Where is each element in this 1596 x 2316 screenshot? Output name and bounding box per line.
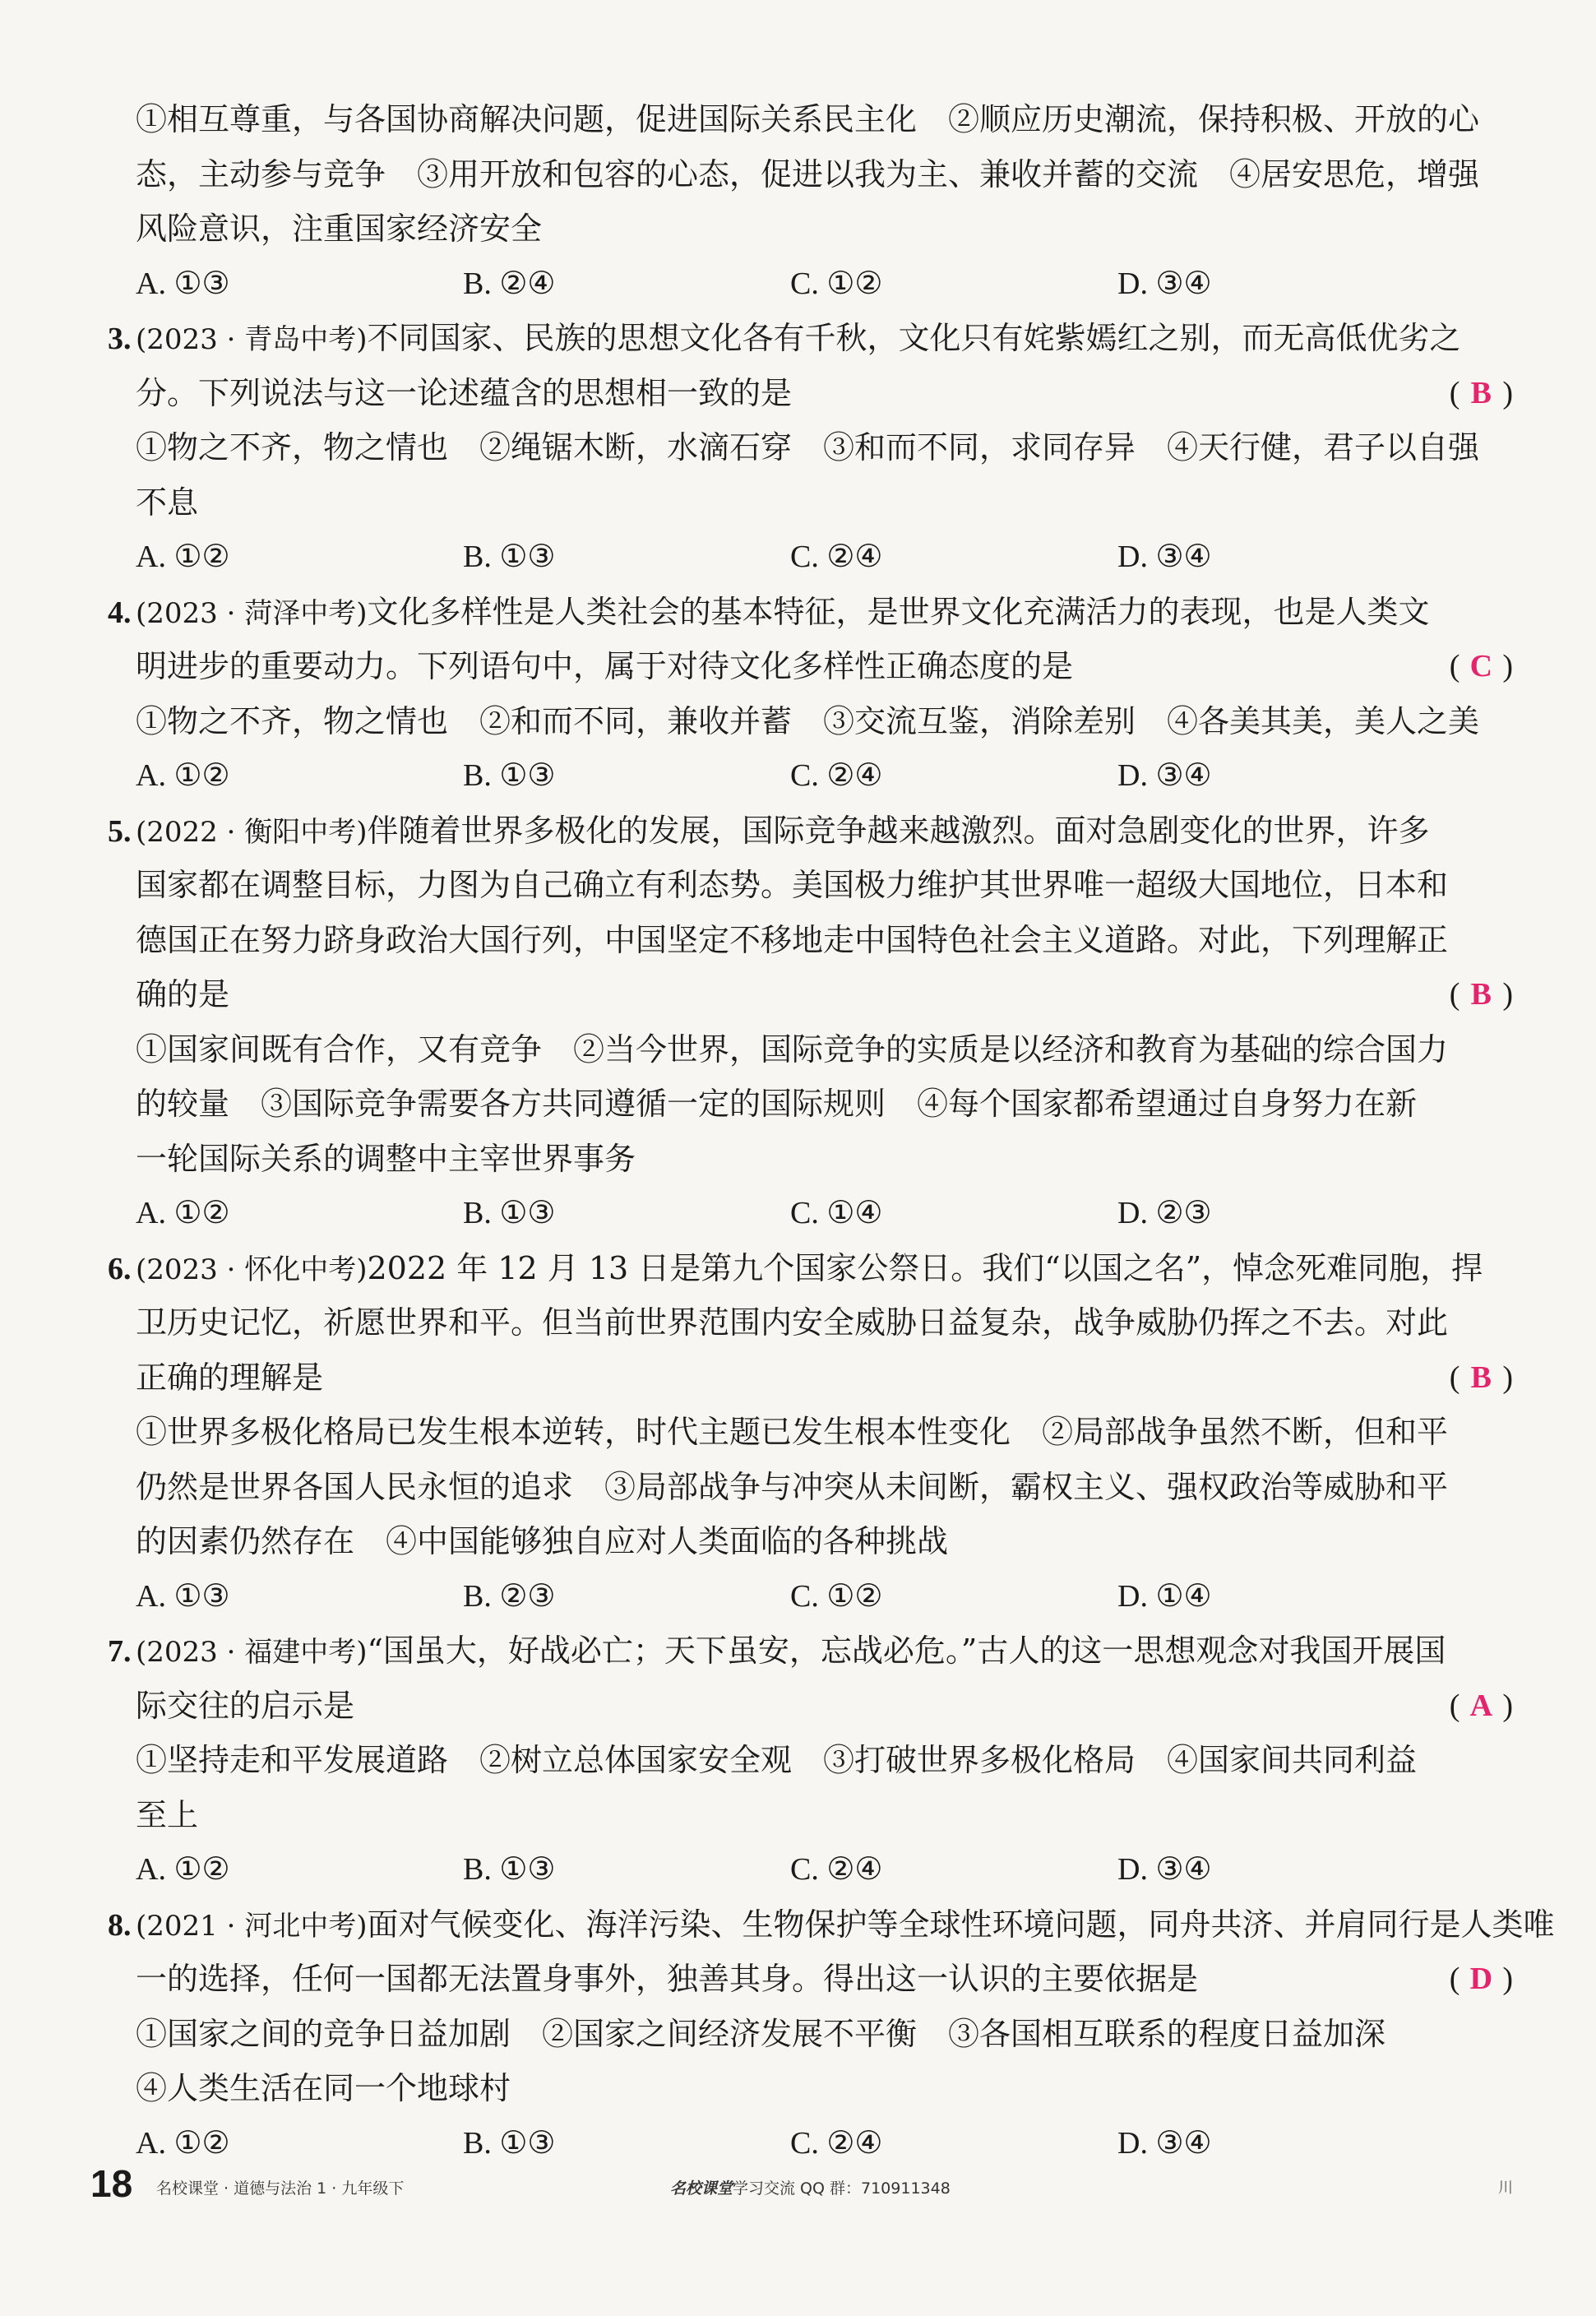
choice-d: D. ③④ <box>1117 2125 1212 2161</box>
answer-letter: B <box>1470 375 1492 410</box>
answer-bracket: ( B ) <box>1450 967 1513 1022</box>
question-stem-line <box>136 1679 1513 1734</box>
question-stem-line <box>108 311 1513 366</box>
region-mark: 川 <box>1498 2179 1513 2197</box>
option-line: ④人类生活在同一个地球村 <box>136 2070 511 2106</box>
answer-letter: B <box>1470 1359 1492 1395</box>
book-title: 名校课堂 · 道德与法治 1 · 九年级下 <box>156 2179 405 2198</box>
question-source: (2023 · 福建中考) <box>136 1636 368 1669</box>
choice-b: B. ①③ <box>463 540 556 574</box>
option-line: ①物之不齐，物之情也 ②绳锯木断，水滴石穿 ③和而不同，求同存异 ④天行健，君子以自强 <box>136 429 1480 466</box>
option-line: 态，主动参与竞争 ③用开放和包容的心态，促进以我为主、兼收并蓄的交流 ④居安思危，增强 <box>136 155 1480 192</box>
answer-bracket: ( C ) <box>1450 639 1513 694</box>
option-line: 的因素仍然存在 ④中国能够独自应对人类面临的各种挑战 <box>136 1523 949 1559</box>
question-stem-line <box>136 366 1513 421</box>
choice-d: D. ③④ <box>1117 758 1212 793</box>
choice-d: D. ③④ <box>1117 1852 1212 1887</box>
question-stem-line <box>136 1350 1513 1406</box>
question-source: (2023 · 青岛中考) <box>136 323 368 356</box>
question-number: 6. <box>108 1251 132 1286</box>
question-number: 3. <box>108 322 132 356</box>
answer-letter: B <box>1470 977 1492 1012</box>
choice-row <box>136 530 1513 585</box>
question-stem-line <box>108 1624 1513 1679</box>
question-4 <box>108 585 1513 804</box>
question-stem-text: 德国正在努力跻身政治大国行列，中国坚定不移地走中国特色社会主义道路。对此，下列理解正 <box>136 921 1449 958</box>
question-3 <box>108 311 1513 585</box>
question-stem-line <box>136 967 1513 1022</box>
question-stem-text: 际交往的启示是 <box>136 1687 355 1724</box>
option-line: 至上 <box>136 1796 199 1833</box>
option-line: ①国家间既有合作，又有竞争 ②当今世界，国际竞争的实质是以经济和教育为基础的综合国力 <box>136 1031 1449 1068</box>
question-stem-line <box>136 1952 1513 2007</box>
question-stem-text: 正确的理解是 <box>136 1359 324 1396</box>
option-line: 风险意识，注重国家经济安全 <box>136 211 543 247</box>
option-line: ①国家之间的竞争日益加剧 ②国家之间经济发展不平衡 ③各国相互联系的程度日益加深 <box>136 2015 1386 2052</box>
question-stem-text: 一的选择，任何一国都无法置身事外，独善其身。得出这一认识的主要依据是 <box>136 1961 1199 1997</box>
question-stem-text: 国家都在调整目标，力图为自己确立有利态势。美国极力维护其世界唯一超级大国地位，日本和 <box>136 867 1449 903</box>
question-stem-text: 伴随着世界多极化的发展，国际竞争越来越激烈。面对急剧变化的世界，许多 <box>367 812 1430 849</box>
choice-c: C. ①② <box>790 266 883 301</box>
question-number: 8. <box>108 1907 132 1943</box>
question-source: (2022 · 衡阳中考) <box>136 815 368 849</box>
qq-group-info <box>670 2176 951 2198</box>
choice-a: A. ①② <box>136 2125 230 2161</box>
option-line: ①坚持走和平发展道路 ②树立总体国家安全观 ③打破世界多极化格局 ④国家间共同利益 <box>136 1742 1418 1778</box>
choice-a: A. ①② <box>136 540 230 574</box>
choice-b: B. ②③ <box>463 1578 556 1614</box>
question-stem-text: 分。下列说法与这一论述蕴含的思想相一致的是 <box>136 374 793 411</box>
question-stem-line <box>108 1897 1555 1952</box>
question-number: 4. <box>108 595 132 630</box>
choice-row <box>136 1186 1513 1241</box>
question-source: (2021 · 河北中考) <box>136 1909 368 1943</box>
choice-a: A. ①② <box>136 1852 230 1887</box>
choice-c: C. ②④ <box>790 2125 883 2161</box>
question-source: (2023 · 菏泽中考) <box>136 596 368 630</box>
choice-d: D. ③④ <box>1117 540 1212 574</box>
answer-letter: D <box>1469 1962 1493 1996</box>
option-line: 一轮国际关系的调整中主宰世界事务 <box>136 1140 636 1177</box>
option-line: ①世界多极化格局已发生根本逆转，时代主题已发生根本性变化 ②局部战争虽然不断，但和平 <box>136 1414 1449 1450</box>
answer-bracket: ( B ) <box>1450 1350 1513 1406</box>
question-stem-line <box>108 1241 1513 1296</box>
question-stem-line <box>136 913 1513 968</box>
choice-c: C. ②④ <box>790 540 883 574</box>
question-2-continuation <box>136 92 1513 311</box>
question-stem-line <box>108 585 1513 640</box>
qq-group-text: 学习交流 QQ 群：710911348 <box>733 2179 951 2198</box>
choice-row <box>136 1569 1513 1624</box>
page-number: 18 <box>90 2162 133 2205</box>
question-stem-line <box>136 858 1513 913</box>
choice-d: D. ③④ <box>1117 266 1212 301</box>
question-stem-text: 卫历史记忆，祈愿世界和平。但当前世界范围内安全威胁日益复杂，战争威胁仍挥之不去。对此 <box>136 1304 1449 1341</box>
option-line: 的较量 ③国际竞争需要各方共同遵循一定的国际规则 ④每个国家都希望通过自身努力在新 <box>136 1086 1418 1122</box>
answer-bracket: ( A ) <box>1450 1679 1513 1734</box>
choice-row <box>136 257 1513 312</box>
question-7 <box>108 1624 1513 1897</box>
answer-letter: A <box>1469 1688 1493 1723</box>
question-stem-text: 确的是 <box>136 976 230 1012</box>
choice-a: A. ①③ <box>136 266 230 301</box>
question-stem-line <box>136 639 1513 694</box>
brand-logo: 名校课堂 <box>670 2179 733 2198</box>
choice-b: B. ①③ <box>463 2125 556 2161</box>
choice-row <box>136 1842 1513 1897</box>
question-6 <box>108 1241 1513 1624</box>
question-stem-text: 文化多样性是人类社会的基本特征，是世界文化充满活力的表现，也是人类文 <box>367 593 1430 630</box>
option-line: 仍然是世界各国人民永恒的追求 ③局部战争与冲突从未间断，霸权主义、强权政治等威胁和平 <box>136 1468 1449 1505</box>
question-stem-text: “国虽大，好战必亡；天下虽安，忘战必危。”古人的这一思想观念对我国开展国 <box>367 1633 1446 1669</box>
answer-letter: C <box>1469 649 1493 683</box>
question-number: 7. <box>108 1634 132 1669</box>
choice-a: A. ①② <box>136 758 230 793</box>
choice-d: D. ②③ <box>1117 1196 1212 1230</box>
option-line: ①物之不齐，物之情也 ②和而不同，兼收并蓄 ③交流互鉴，消除差别 ④各美其美，美人之美 <box>136 702 1480 739</box>
choice-row <box>136 2116 1513 2171</box>
question-stem-line <box>108 804 1513 859</box>
answer-bracket: ( B ) <box>1450 366 1513 421</box>
choice-a: A. ①③ <box>136 1578 230 1614</box>
option-line: 不息 <box>136 484 199 521</box>
choice-c: C. ①② <box>790 1578 883 1614</box>
question-8 <box>108 1897 1555 2171</box>
question-stem-line <box>136 1295 1513 1350</box>
question-5 <box>108 804 1513 1241</box>
choice-c: C. ②④ <box>790 1852 883 1887</box>
choice-b: B. ①③ <box>463 1196 556 1230</box>
question-stem-text: 明进步的重要动力。下列语句中，属于对待文化多样性正确态度的是 <box>136 648 1074 684</box>
choice-c: C. ①④ <box>790 1196 883 1230</box>
choice-d: D. ①④ <box>1117 1578 1212 1614</box>
question-number: 5. <box>108 813 132 849</box>
answer-bracket: ( D ) <box>1450 1952 1513 2007</box>
question-list <box>108 92 1555 2170</box>
choice-b: B. ①③ <box>463 758 556 793</box>
choice-b: B. ②④ <box>463 266 556 301</box>
question-stem-text: 不同国家、民族的思想文化各有千秋，文化只有姹紫嫣红之别，而无高低优劣之 <box>367 320 1461 356</box>
choice-row <box>136 748 1513 804</box>
choice-b: B. ①③ <box>463 1852 556 1887</box>
question-source: (2023 · 怀化中考) <box>136 1253 368 1286</box>
choice-a: A. ①② <box>136 1196 230 1230</box>
question-stem-text: 2022 年 12 月 13 日是第九个国家公祭日。我们“以国之名”，悼念死难同胞，捍 <box>367 1249 1483 1286</box>
choice-c: C. ②④ <box>790 758 883 793</box>
option-line: ①相互尊重，与各国协商解决问题，促进国际关系民主化 ②顺应历史潮流，保持积极、开放的心 <box>136 101 1480 137</box>
question-stem-text: 面对气候变化、海洋污染、生物保护等全球性环境问题，同舟共济、并肩同行是人类唯 <box>367 1906 1555 1943</box>
